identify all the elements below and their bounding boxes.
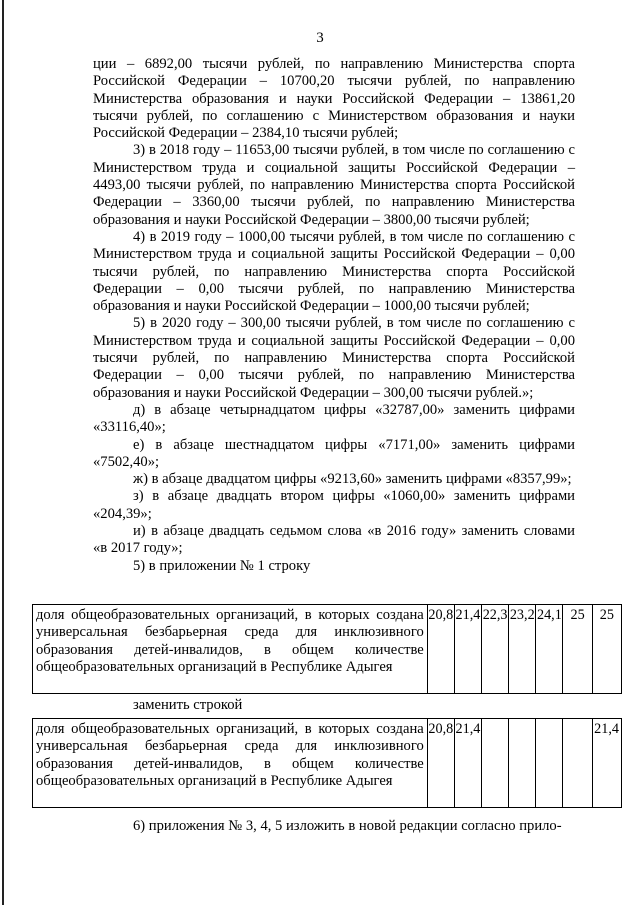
paragraph-appendix-1: 5) в приложении № 1 строку [133,557,311,574]
paragraph-item-3: 3) в 2018 году – 11653,00 тысячи рублей, в том числе по соглашению с Министерством труда и социальной защиты Российской Федерации – 4493,00 тысячи рублей, по направлению Министерства спорта Российской Федерации – 3360,00 тысячи рублей, по направлению Министерства образования и науки Российской Федерации – 3800,00 тысячи рублей; [93,142,575,228]
table-row [33,605,622,694]
value-cell: 20,8 [427,605,454,694]
value-cell: 21,4 [454,605,481,694]
scan-edge [2,0,4,905]
body-text [93,56,575,575]
row-description: доля общеобразовательных организаций, в которых создана универсальная безбарьерная среда для инклюзивного образования детей-инвалидов, в общем количестве общеобразовательных организаций в Республике Адыгея [33,605,428,694]
paragraph-item-4: 4) в 2019 году – 1000,00 тысячи рублей, в том числе по соглашению с Министерством труда и социальной защиты Российской Федерации – 0,00 тысячи рублей, по направлению Министерства спорта Российской Федерации – 0,00 тысячи рублей, по направлению Министерства образования и науки Российской Федерации – 1000,00 тысячи рублей; [93,228,575,315]
value-cell [509,719,536,808]
value-cell: 24,1 [536,605,563,694]
value-cell: 22,3 [482,605,509,694]
table-row [33,719,622,808]
final-text [93,818,575,835]
paragraph-z: з) в абзаце двадцать втором цифры «1060,00» заменить цифрами «204,39»; [93,488,575,522]
paragraph-zh: ж) в абзаце двадцатом цифры «9213,60» заменить цифрами «8357,99»; [133,471,572,488]
paragraph-continuation: ции – 6892,00 тысячи рублей, по направлению Министерства спорта Российской Федерации – 10700,20 тысячи рублей, по направлению Министерства образования и науки Российской Федерации – 13861,20 тысячи рублей, по соглашению с Министерством образования и науки Российской Федерации – 2384,10 тысячи рублей; [93,56,575,142]
paragraph-item-5: 5) в 2020 году – 300,00 тысячи рублей, в том числе по соглашению с Министерством труда и социальной защиты Российской Федерации – 0,00 тысячи рублей, по направлению Министерства спорта Российской Федерации – 0,00 тысячи рублей, по направлению Министерства образования и науки Российской Федерации – 300,00 тысячи рублей.»; [93,315,575,401]
value-cell: 20,8 [427,719,454,808]
value-cell: 21,4 [454,719,481,808]
paragraph-i: и) в абзаце двадцать седьмом слова «в 2016 году» заменить словами «в 2017 году»; [93,523,575,557]
value-cell [563,719,592,808]
page-number: 3 [316,30,324,46]
value-cell [482,719,509,808]
value-cell: 23,2 [509,605,536,694]
paragraph-d: д) в абзаце четырнадцатом цифры «32787,00» заменить цифрами «33116,40»; [93,401,575,436]
paragraph-e: е) в абзаце шестнадцатом цифры «7171,00» заменить цифрами «7502,40»; [93,436,575,470]
replace-caption: заменить строкой [133,697,243,713]
value-cell [536,719,563,808]
value-cell: 25 [563,605,592,694]
row-description: доля общеобразовательных организаций, в которых создана универсальная безбарьерная среда для инклюзивного образования детей-инвалидов, в общем количестве общеобразовательных организаций в Республике Адыгея [33,719,428,808]
old-row-table [32,604,622,694]
new-row-table [32,718,622,808]
value-cell: 21,4 [592,719,621,808]
value-cell: 25 [592,605,621,694]
paragraph-item-6: 6) приложения № 3, 4, 5 изложить в новой редакции согласно прило- [133,818,562,834]
